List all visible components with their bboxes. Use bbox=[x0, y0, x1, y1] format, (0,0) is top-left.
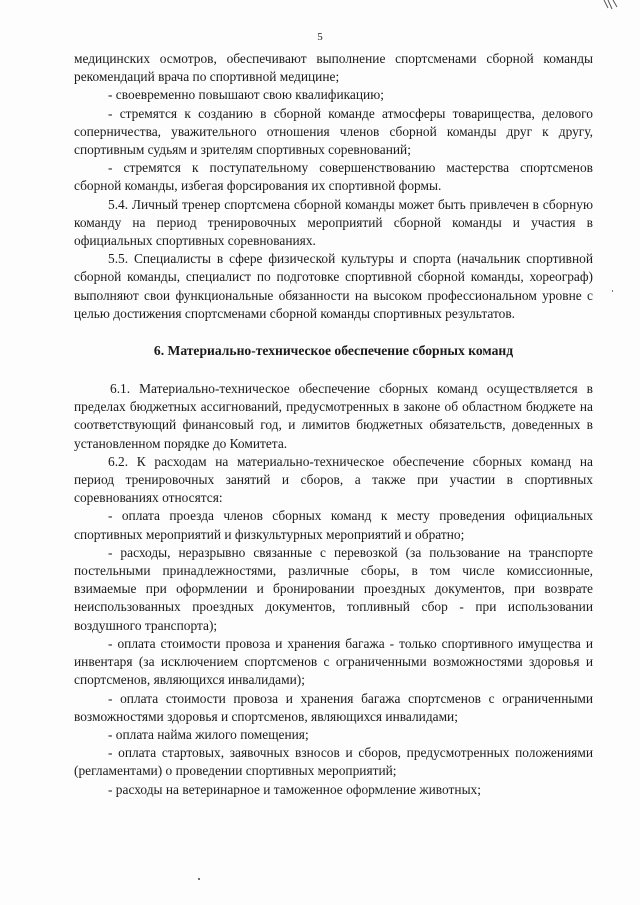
paragraph: - оплата стоимости провоза и хранения багажа - только спортивного имущества и инвентаря (за исключением спортсменов с ограниченными возможностями здоровья и спортсменов, являющихся инвалидами); bbox=[74, 635, 593, 688]
paragraph: - стремятся к созданию в сборной команде атмосферы товарищества, делового соперничества, уважительного отношения членов сборной команды друг к другу, спортивным судьям и зрителям спортивных соревнований; bbox=[74, 105, 593, 158]
section-heading: 6. Материально-техническое обеспечение сборных команд bbox=[153, 343, 514, 359]
paragraph: 6.2. К расходам на материально-техническое обеспечение сборных команд на период тренировочных занятий и сборов, а также при участии в спортивных соревнованиях относятся: bbox=[74, 453, 593, 506]
paragraph: - оплата проезда членов сборных команд к месту проведения официальных спортивных мероприятий и физкультурных мероприятий и обратно; bbox=[74, 508, 593, 542]
paragraph: - оплата стартовых, заявочных взносов и сборов, предусмотренных положениями (регламентами) о проведении спортивных мероприятий; bbox=[74, 745, 593, 779]
page-number: 5 bbox=[317, 31, 323, 43]
paragraph: - стремятся к поступательному совершенствованию мастерства спортсменов сборной команды, избегая форсирования их спортивной формы. bbox=[74, 160, 593, 194]
paragraph: - расходы на ветеринарное и таможенное оформление животных; bbox=[108, 781, 481, 797]
paragraph: - своевременно повышают свою квалификацию; bbox=[108, 87, 384, 103]
document-body bbox=[74, 50, 593, 799]
paragraph: 5.4. Личный тренер спортсмена сборной команды может быть привлечен в сборную команду на период тренировочных мероприятий сборной команды и участия в официальных спортивных соревнованиях. bbox=[74, 196, 593, 249]
scan-speck bbox=[612, 290, 613, 292]
scan-speck bbox=[198, 878, 200, 880]
paragraph: - расходы, неразрывно связанные с перевозкой (за пользование на транспорте постельными принадлежностями, различные сборы, в том числе комиссионные, взимаемые при оформлении и бронировании проездных документов, при возврате неиспользованных проездных документов, топливный сбор - при использовании воздушного транспорта); bbox=[74, 544, 593, 633]
scan-artifact bbox=[602, 0, 620, 14]
paragraph: - оплата стоимости провоза и хранения багажа спортсменов с ограниченными возможностями здоровья и спортсменов, являющихся инвалидами; bbox=[74, 690, 593, 724]
paragraph: медицинских осмотров, обеспечивают выполнение спортсменами сборной команды рекомендаций врача по спортивной медицине; bbox=[74, 51, 593, 85]
bottom-paragraphs bbox=[74, 380, 593, 799]
paragraph: 5.5. Специалисты в сфере физической культуры и спорта (начальник спортивной сборной команды, специалист по подготовке спортивной сборной команды, хореограф) выполняют свои функциональные обязанности на высоком профессиональном уровне с целью достижения спортсменами сборной команды спортивных результатов. bbox=[74, 251, 593, 321]
paragraph: 6.1. Материально-техническое обеспечение сборных команд осуществляется в пределах бюджетных ассигнований, предусмотренных в законе об областном бюджете на соответствующий финансовый год, и лимитов бюджетных обязательств, доведенных в установленном порядке до Комитета. bbox=[74, 381, 593, 451]
paragraph: - оплата найма жилого помещения; bbox=[108, 726, 309, 742]
top-paragraphs bbox=[74, 50, 593, 323]
